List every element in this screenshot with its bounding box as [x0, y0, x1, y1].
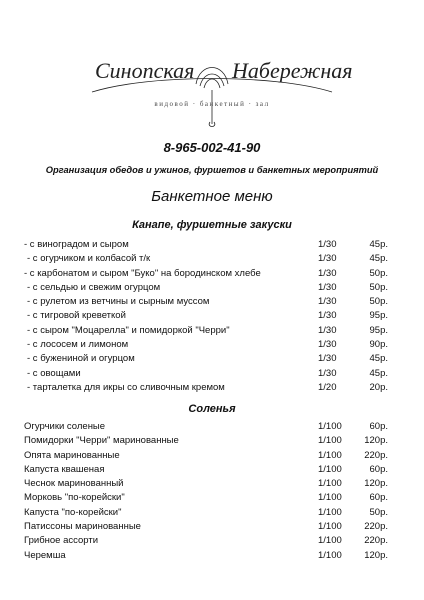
item-name: Патиссоны маринованные	[24, 521, 141, 533]
item-name: - с сыром "Моцарелла" и помидоркой "Черри"	[27, 324, 230, 336]
pickles-list	[24, 420, 400, 563]
list-item	[24, 520, 400, 534]
list-item	[24, 506, 400, 520]
list-item	[24, 309, 400, 323]
item-price: 45р.	[369, 367, 388, 379]
section-title-canapes: Канапе, фуршетные закуски	[132, 219, 292, 231]
item-price: 220р.	[364, 449, 388, 461]
item-price: 60р.	[369, 421, 388, 432]
logo-text-right: Набережная	[232, 58, 353, 83]
item-portion: 1/30	[318, 324, 337, 336]
item-name: - с огурчиком и колбасой т/к	[27, 253, 151, 265]
item-price: 120р.	[364, 435, 388, 447]
item-name: - тарталетка для икры со сливочным кремом	[27, 381, 225, 393]
list-item	[24, 534, 400, 548]
item-portion: 1/30	[318, 296, 337, 308]
item-name: Огурчики соленые	[24, 421, 106, 432]
logo-text-left: Синопская	[95, 58, 195, 83]
item-name: Черемша	[24, 549, 66, 561]
canapes-list	[24, 238, 400, 395]
list-item	[24, 295, 400, 309]
item-price: 20р.	[369, 381, 388, 393]
item-price: 220р.	[364, 521, 388, 533]
item-portion: 1/30	[318, 267, 337, 279]
item-name: - с виноградом и сыром	[24, 239, 129, 250]
item-price: 45р.	[369, 253, 388, 265]
item-portion: 1/30	[318, 310, 337, 322]
list-item	[24, 238, 400, 252]
item-name: Грибное ассорти	[24, 535, 99, 547]
item-portion: 1/100	[318, 478, 342, 490]
list-item	[24, 367, 400, 381]
item-portion: 1/100	[318, 421, 342, 432]
list-item	[24, 338, 400, 352]
item-price: 120р.	[364, 549, 388, 561]
list-item	[24, 381, 400, 395]
list-item	[24, 463, 400, 477]
item-price: 120р.	[364, 478, 388, 490]
list-item	[24, 549, 400, 563]
list-item	[24, 420, 400, 434]
item-name: Опята маринованные	[24, 449, 120, 461]
item-name: Морковь "по-корейски"	[24, 492, 125, 504]
item-price: 60р.	[369, 463, 388, 475]
list-item	[24, 252, 400, 266]
list-item	[24, 352, 400, 366]
item-name: - с рулетом из ветчины и сырным муссом	[27, 296, 210, 308]
logo-subtitle: видовой · банкетный · зал	[154, 100, 270, 108]
menu-title: Банкетное меню	[151, 188, 273, 205]
item-name: Капуста квашеная	[24, 463, 105, 475]
item-name: - с бужениной и огурцом	[27, 353, 135, 365]
list-item	[24, 477, 400, 491]
list-item	[24, 491, 400, 505]
list-item	[24, 434, 400, 448]
item-portion: 1/30	[318, 353, 337, 365]
item-portion: 1/100	[318, 521, 342, 533]
item-portion: 1/100	[318, 435, 342, 447]
item-portion: 1/100	[318, 535, 342, 547]
item-portion: 1/100	[318, 549, 342, 561]
item-name: Капуста "по-корейски"	[24, 506, 122, 518]
section-title-pickles: Соленья	[188, 403, 236, 415]
list-item	[24, 449, 400, 463]
list-item	[24, 267, 400, 281]
item-name: Чеснок маринованный	[24, 478, 124, 490]
item-price: 50р.	[369, 296, 388, 308]
item-portion: 1/30	[318, 367, 337, 379]
venue-logo	[0, 44, 424, 140]
list-item	[24, 324, 400, 338]
item-price: 50р.	[369, 267, 388, 279]
item-price: 95р.	[369, 310, 388, 322]
item-portion: 1/30	[318, 239, 337, 250]
item-price: 95р.	[369, 324, 388, 336]
item-portion: 1/20	[318, 381, 337, 393]
item-portion: 1/30	[318, 339, 337, 351]
item-name: - с сельдью и свежим огурцом	[27, 281, 161, 293]
item-name: Помидорки "Черри" маринованные	[24, 435, 179, 447]
item-portion: 1/100	[318, 463, 342, 475]
item-price: 50р.	[369, 506, 388, 518]
item-name: - с овощами	[27, 367, 81, 379]
tagline: Организация обедов и ужинов, фуршетов и банкетных мероприятий	[45, 165, 379, 175]
item-price: 220р.	[364, 535, 388, 547]
item-name: - с лососем и лимоном	[27, 339, 129, 351]
item-portion: 1/100	[318, 449, 342, 461]
item-portion: 1/100	[318, 492, 342, 504]
item-price: 45р.	[369, 353, 388, 365]
item-price: 45р.	[369, 239, 388, 250]
item-name: - с карбонатом и сыром "Буко" на бородинском хлебе	[24, 267, 261, 279]
list-item	[24, 281, 400, 295]
phone-number: 8-965-002-41-90	[163, 140, 261, 155]
item-price: 90р.	[369, 339, 388, 351]
item-portion: 1/100	[318, 506, 342, 518]
item-portion: 1/30	[318, 253, 337, 265]
item-name: - с тигровой креветкой	[27, 310, 126, 322]
item-price: 60р.	[369, 492, 388, 504]
item-price: 50р.	[369, 281, 388, 293]
item-portion: 1/30	[318, 281, 337, 293]
